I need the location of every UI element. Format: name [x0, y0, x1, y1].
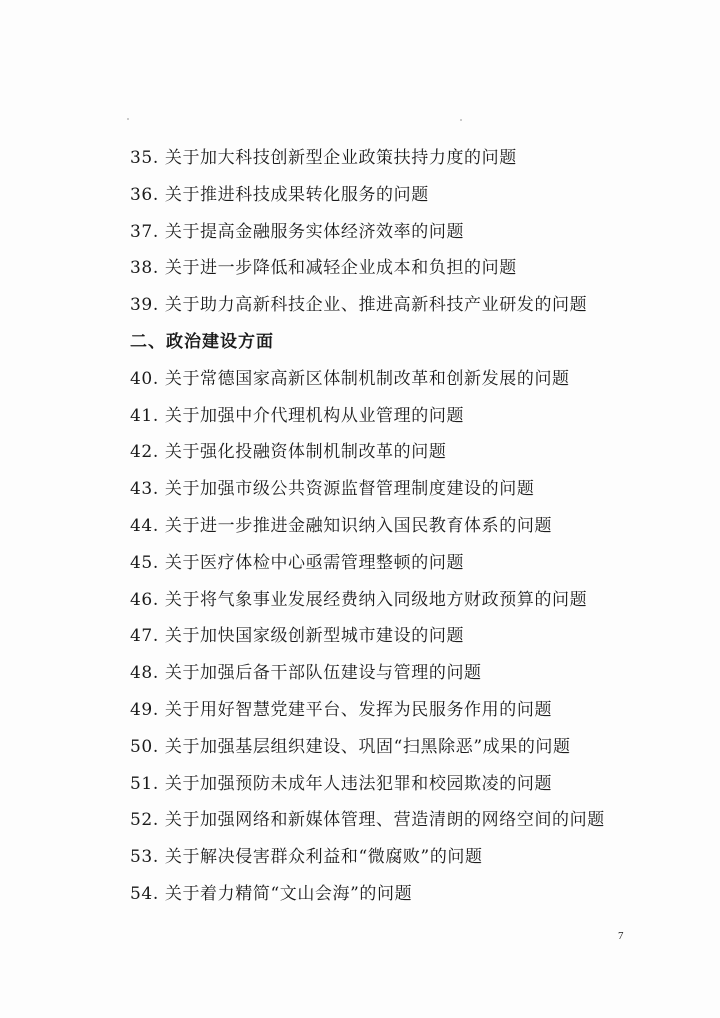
- list-item: 54. 关于着力精简“文山会海”的问题: [130, 883, 413, 904]
- list-item: 38. 关于进一步降低和减轻企业成本和负担的问题: [130, 258, 517, 279]
- list-item: 42. 关于强化投融资体制机制改革的问题: [130, 442, 447, 463]
- list-item: 52. 关于加强网络和新媒体管理、营造清朗的网络空间的问题: [130, 810, 605, 831]
- list-item: 53. 关于解决侵害群众利益和“微腐败”的问题: [130, 847, 483, 868]
- list-item: 50. 关于加强基层组织建设、巩固“扫黑除恶”成果的问题: [130, 736, 571, 757]
- list-item: 40. 关于常德国家高新区体制机制改革和创新发展的问题: [130, 368, 570, 389]
- list-item: 46. 关于将气象事业发展经费纳入同级地方财政预算的问题: [130, 589, 588, 610]
- list-item: 36. 关于推进科技成果转化服务的问题: [130, 184, 429, 205]
- section-heading: 二、政治建设方面: [130, 331, 274, 352]
- list-item: 48. 关于加强后备干部队伍建设与管理的问题: [130, 663, 482, 684]
- list-item: 49. 关于用好智慧党建平台、发挥为民服务作用的问题: [130, 699, 553, 720]
- page-number: 7: [618, 930, 624, 942]
- list-item: 47. 关于加快国家级创新型城市建设的问题: [130, 626, 465, 647]
- list-item: 39. 关于助力高新科技企业、推进高新科技产业研发的问题: [130, 295, 588, 316]
- list-item: 44. 关于进一步推进金融知识纳入国民教育体系的问题: [130, 515, 553, 536]
- scan-speck: [127, 118, 129, 120]
- list-item: 41. 关于加强中介代理机构从业管理的问题: [130, 405, 465, 426]
- item-list: [130, 143, 690, 916]
- list-item: 43. 关于加强市级公共资源监督管理制度建设的问题: [130, 479, 535, 500]
- list-item: 37. 关于提高金融服务实体经济效率的问题: [130, 221, 465, 242]
- scan-speck: [460, 119, 462, 121]
- list-item: 45. 关于医疗体检中心亟需管理整顿的问题: [130, 552, 465, 573]
- list-item: 35. 关于加大科技创新型企业政策扶持力度的问题: [130, 148, 517, 168]
- list-item: 51. 关于加强预防未成年人违法犯罪和校园欺凌的问题: [130, 773, 553, 794]
